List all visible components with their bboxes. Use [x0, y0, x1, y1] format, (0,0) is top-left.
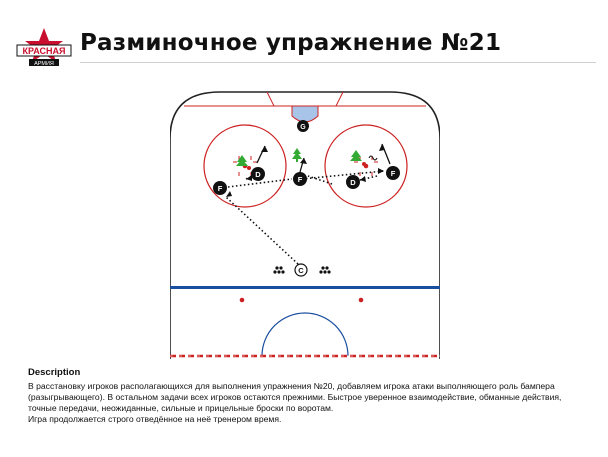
rink-diagram	[170, 84, 440, 364]
arrowhead-icon	[261, 146, 268, 152]
arrowhead-icon	[226, 191, 232, 197]
goal-crease	[292, 106, 318, 122]
puck-marker	[362, 162, 366, 166]
puck-pile-right	[319, 266, 330, 273]
description-paragraph: Игра продолжается строго отведённое на неё тренером время.	[28, 414, 282, 424]
player-f-center	[293, 172, 307, 186]
pass-paths	[226, 171, 384, 264]
description-section	[28, 367, 588, 425]
svg-text:C: C	[298, 266, 304, 275]
description-paragraph: В расстановку игроков располагающихся для выполнения упражнения №20, добавляем игрока атаки выполняющего роль бампера (разыгрывающего). В остальном задачи всех игроков остаются прежними. Быстрое уверенное взаимодействие, обманные действия, точные передачи, неожиданные, сильные и прицельные броски по воротам.	[28, 381, 562, 413]
arrow-heads	[226, 144, 385, 197]
rink-boards	[170, 92, 440, 359]
arrowhead-icon	[378, 168, 384, 174]
trapezoid-left	[267, 92, 274, 106]
player-d-right	[346, 175, 360, 189]
player-d-left	[251, 167, 265, 181]
svg-text:F: F	[390, 169, 396, 178]
puck-marker	[247, 166, 251, 170]
center-circle	[262, 313, 348, 356]
blue-line	[170, 286, 440, 289]
svg-text:D: D	[255, 170, 261, 179]
logo-text: КРАСНАЯ	[22, 46, 66, 56]
team-logo	[14, 26, 74, 72]
goalie-label: G	[300, 124, 306, 131]
player-f-left	[213, 181, 227, 195]
svg-text:F: F	[217, 184, 223, 193]
puck-pile-left	[273, 266, 284, 273]
movement-arrows	[257, 144, 390, 172]
neutral-dot-left	[240, 298, 245, 303]
header	[14, 26, 596, 72]
trapezoid-right	[336, 92, 343, 106]
arrow-wave-right	[369, 156, 377, 160]
svg-text:F: F	[297, 175, 303, 184]
coach-marker	[295, 264, 307, 276]
svg-text:D: D	[350, 178, 356, 187]
page-title: Разминочное упражнение №21	[80, 30, 502, 56]
cone-icon	[350, 150, 362, 161]
player-f-right	[386, 166, 400, 180]
cone-icon	[292, 148, 302, 162]
cone-icon	[236, 155, 248, 166]
logo-subtext: АРМИЯ	[34, 61, 54, 67]
description-heading: Description	[28, 367, 81, 378]
path-c-to-f-left	[226, 197, 298, 264]
neutral-dot-right	[359, 298, 364, 303]
title-divider	[80, 62, 596, 63]
